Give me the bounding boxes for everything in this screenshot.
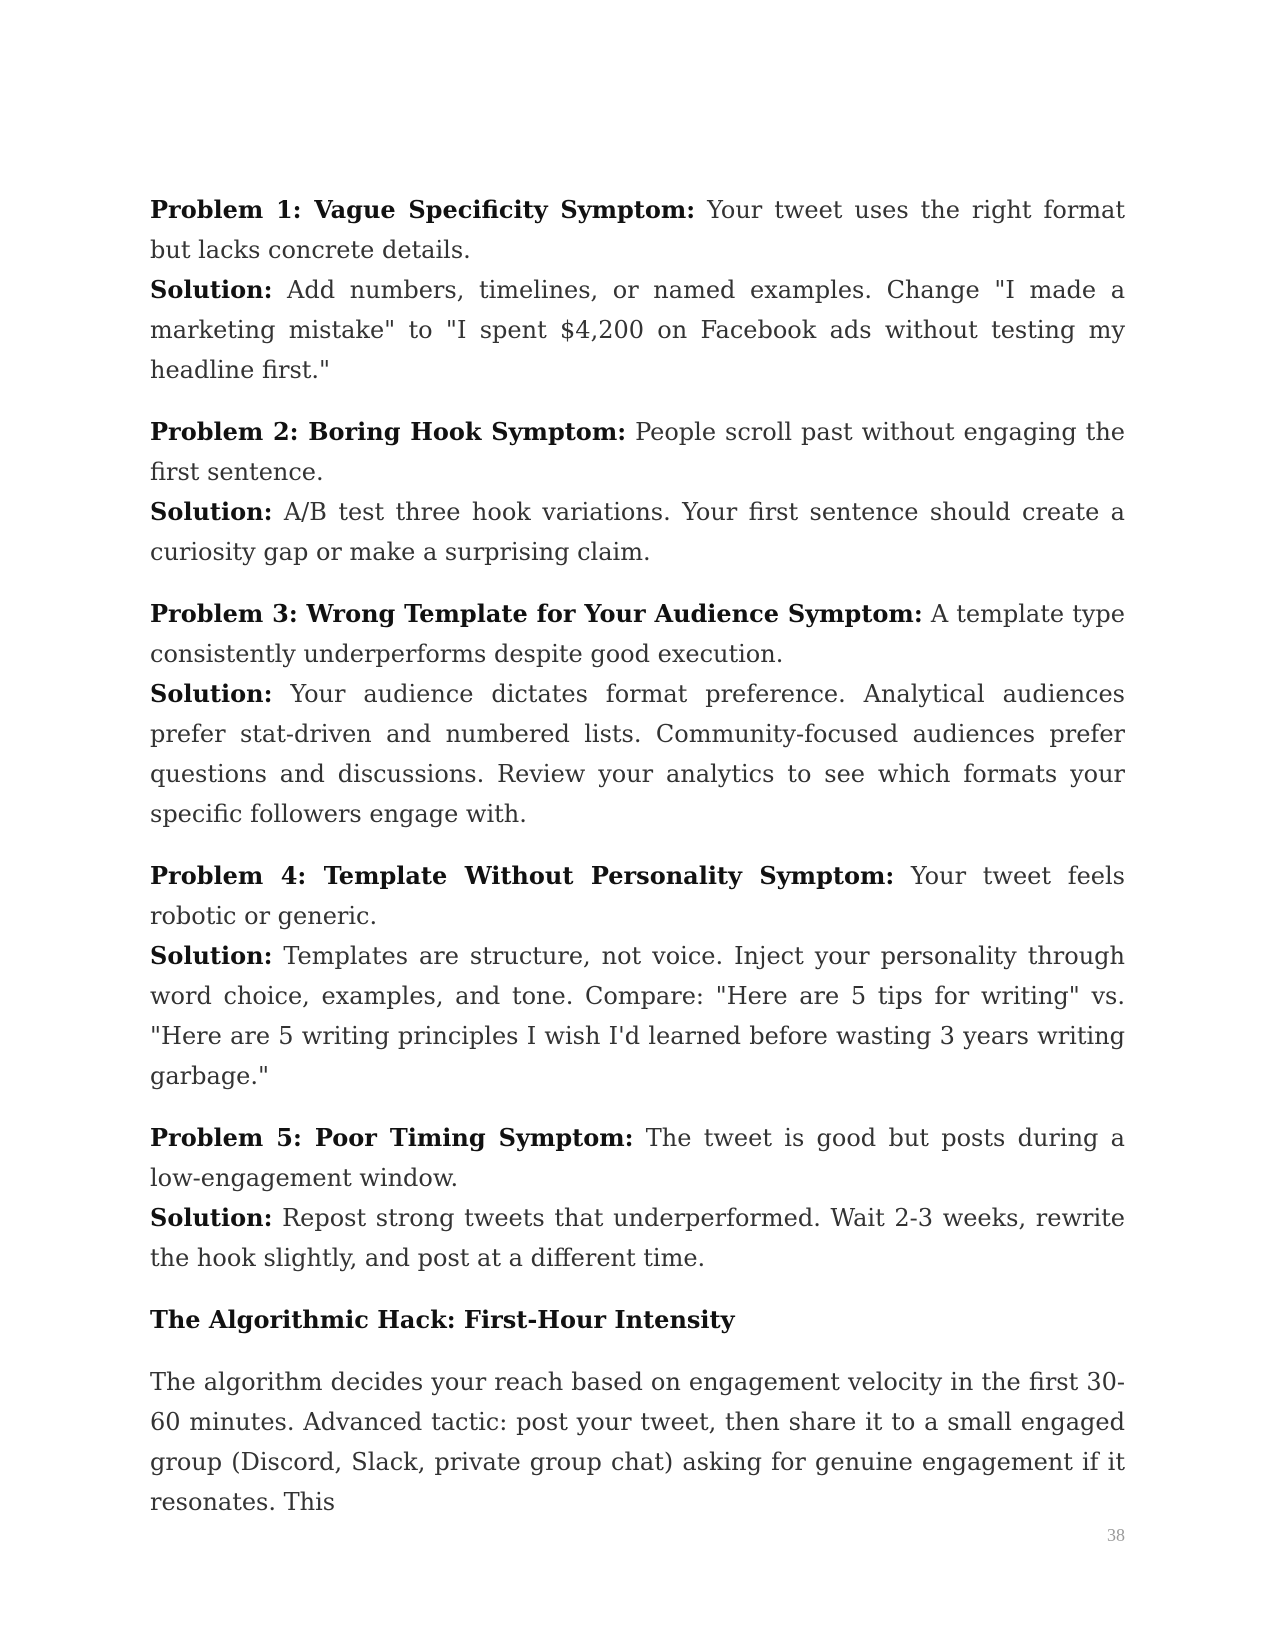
solution-label: Solution: [150, 497, 273, 526]
problem-title: Problem 4: Template Without Personality Symptom: [150, 861, 895, 890]
problem-block-1 [150, 190, 1125, 390]
symptom-text: The tweet is good but posts during a low-engagement window. [150, 1124, 1125, 1192]
symptom-text: Your tweet feels robotic or generic. [150, 862, 1125, 930]
problem-block-3 [150, 594, 1125, 834]
solution-paragraph [150, 936, 1125, 1096]
problem-block-5 [150, 1118, 1125, 1278]
problem-symptom-paragraph [150, 412, 1125, 492]
solution-text: Repost strong tweets that underperformed. Wait 2-3 weeks, rewrite the hook slightly, and post at a different time. [150, 1204, 1125, 1272]
section-heading: The Algorithmic Hack: First-Hour Intensity [150, 1305, 735, 1334]
symptom-text: People scroll past without engaging the first sentence. [150, 418, 1125, 486]
solution-paragraph [150, 674, 1125, 834]
solution-paragraph [150, 492, 1125, 572]
page-number: 38 [1107, 1525, 1125, 1545]
problem-title: Problem 2: Boring Hook Symptom: [150, 417, 627, 446]
problem-title: Problem 1: Vague Specificity Symptom: [150, 195, 696, 224]
solution-text: Templates are structure, not voice. Inject your personality through word choice, examples, and tone. Compare: "Here are 5 tips for writing" vs. "Here are 5 writing principles I wish I'd learned before wasting 3 years writing garbage." [150, 942, 1125, 1090]
solution-label: Solution: [150, 941, 273, 970]
problem-symptom-paragraph [150, 1118, 1125, 1198]
problem-title: Problem 5: Poor Timing Symptom: [150, 1123, 634, 1152]
problem-symptom-paragraph [150, 856, 1125, 936]
solution-paragraph [150, 1198, 1125, 1278]
symptom-text: Your tweet uses the right format but lacks concrete details. [150, 196, 1125, 264]
problem-title: Problem 3: Wrong Template for Your Audience Symptom: [150, 599, 923, 628]
solution-text: A/B test three hook variations. Your first sentence should create a curiosity gap or make a surprising claim. [150, 498, 1125, 566]
page-content [150, 190, 1125, 1522]
solution-label: Solution: [150, 275, 273, 304]
solution-text: Your audience dictates format preference. Analytical audiences prefer stat-driven and numbered lists. Community-focused audiences prefer questions and discussions. Review your analytics to see which formats your specific followers engage with. [150, 680, 1125, 828]
solution-label: Solution: [150, 1203, 273, 1232]
solution-paragraph [150, 270, 1125, 390]
solution-label: Solution: [150, 679, 273, 708]
problem-block-2 [150, 412, 1125, 572]
section-paragraph: The algorithm decides your reach based on engagement velocity in the first 30-60 minutes. Advanced tactic: post your tweet, then share it to a small engaged group (Discord, Slack, private group chat) asking for genuine engagement if it resonates. This [150, 1368, 1125, 1516]
problem-block-4 [150, 856, 1125, 1096]
problem-symptom-paragraph [150, 594, 1125, 674]
solution-text: Add numbers, timelines, or named examples. Change "I made a marketing mistake" to "I spent $4,200 on Facebook ads without testing my headline first." [150, 276, 1125, 384]
problem-symptom-paragraph [150, 190, 1125, 270]
symptom-text: A template type consistently underperforms despite good execution. [150, 600, 1125, 668]
